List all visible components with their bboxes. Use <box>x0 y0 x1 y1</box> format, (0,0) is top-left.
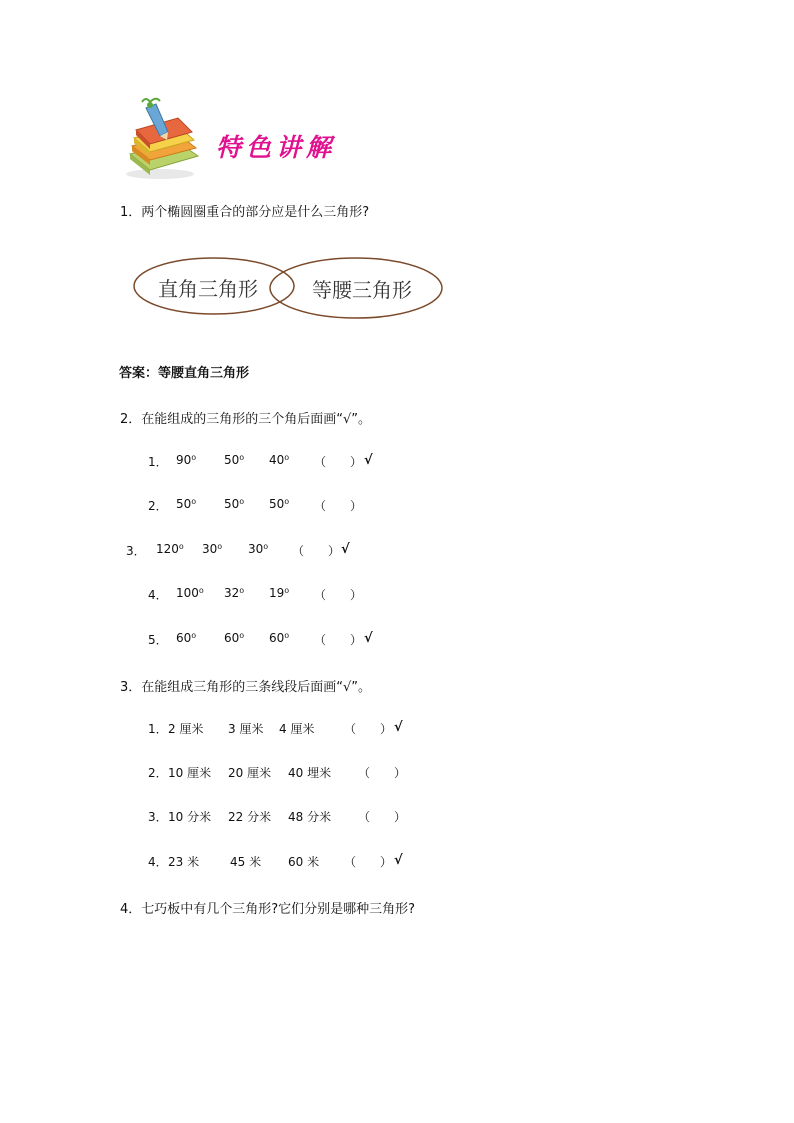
answer-parens: （ ） <box>358 766 407 780</box>
check-mark: √ <box>394 853 403 868</box>
q2-row-2 <box>148 497 398 515</box>
check-mark: √ <box>364 631 373 646</box>
row-number: 1． <box>148 455 168 469</box>
length-c: 60 米 <box>288 855 320 869</box>
venn-right-label: 等腰三角形 <box>312 278 412 302</box>
length-a: 10 分米 <box>168 810 212 824</box>
q3-row-2 <box>148 764 418 782</box>
check-mark: √ <box>394 720 403 735</box>
length-c: 40 埋米 <box>288 766 332 780</box>
value-c: 30⁰ <box>248 542 269 556</box>
length-b: 22 分米 <box>228 810 272 824</box>
value-c: 19⁰ <box>269 586 290 600</box>
value-b: 30⁰ <box>202 542 223 556</box>
row-number: 3． <box>126 544 146 558</box>
value-a: 50⁰ <box>176 497 197 511</box>
answer-parens: （ ） <box>314 633 363 647</box>
q2-row-5 <box>148 631 398 649</box>
row-number: 2． <box>148 766 168 780</box>
check-mark: √ <box>341 542 350 557</box>
length-b: 3 厘米 <box>228 722 264 736</box>
venn-diagram <box>128 254 458 326</box>
length-c: 48 分米 <box>288 810 332 824</box>
value-b: 60⁰ <box>224 631 245 645</box>
check-mark: √ <box>364 453 373 468</box>
row-number: 4． <box>148 588 168 602</box>
answer-parens: （ ） <box>358 810 407 824</box>
section-title: 特色讲解 <box>216 133 337 162</box>
answer-parens: （ ） <box>344 855 393 869</box>
answer-parens: （ ） <box>314 455 363 469</box>
question-1: 1．两个椭圆圈重合的部分应是什么三角形? <box>120 205 370 220</box>
length-b: 45 米 <box>230 855 262 869</box>
answer-parens: （ ） <box>344 722 393 736</box>
q3-row-4 <box>148 853 418 871</box>
length-a: 2 厘米 <box>168 722 204 736</box>
value-a: 90⁰ <box>176 453 197 467</box>
value-c: 60⁰ <box>269 631 290 645</box>
row-number: 4． <box>148 855 168 869</box>
answer-parens: （ ） <box>314 499 363 513</box>
answer-1: 答案：等腰直角三角形 <box>119 366 250 381</box>
length-b: 20 厘米 <box>228 766 272 780</box>
length-c: 4 厘米 <box>279 722 315 736</box>
row-number: 1． <box>148 722 168 736</box>
row-number: 5． <box>148 633 168 647</box>
question-4: 4．七巧板中有几个三角形?它们分别是哪种三角形? <box>120 902 416 917</box>
length-a: 23 米 <box>168 855 200 869</box>
q2-row-3 <box>126 542 386 560</box>
q3-row-3 <box>148 808 418 826</box>
value-b: 50⁰ <box>224 497 245 511</box>
row-number: 3． <box>148 810 168 824</box>
row-number: 2． <box>148 499 168 513</box>
answer-parens: （ ） <box>314 588 363 602</box>
value-a: 120⁰ <box>156 542 184 556</box>
q3-row-1 <box>148 720 418 738</box>
value-b: 32⁰ <box>224 586 245 600</box>
answer-parens: （ ） <box>292 544 341 558</box>
venn-left-label: 直角三角形 <box>158 277 258 301</box>
value-a: 60⁰ <box>176 631 197 645</box>
value-a: 100⁰ <box>176 586 204 600</box>
books-pen-icon <box>120 96 210 182</box>
q2-row-4 <box>148 586 398 604</box>
length-a: 10 厘米 <box>168 766 212 780</box>
question-2: 2．在能组成的三角形的三个角后面画“√”。 <box>120 412 372 427</box>
value-c: 40⁰ <box>269 453 290 467</box>
value-b: 50⁰ <box>224 453 245 467</box>
q2-row-1 <box>148 453 398 471</box>
value-c: 50⁰ <box>269 497 290 511</box>
question-3: 3．在能组成三角形的三条线段后面画“√”。 <box>120 680 372 695</box>
